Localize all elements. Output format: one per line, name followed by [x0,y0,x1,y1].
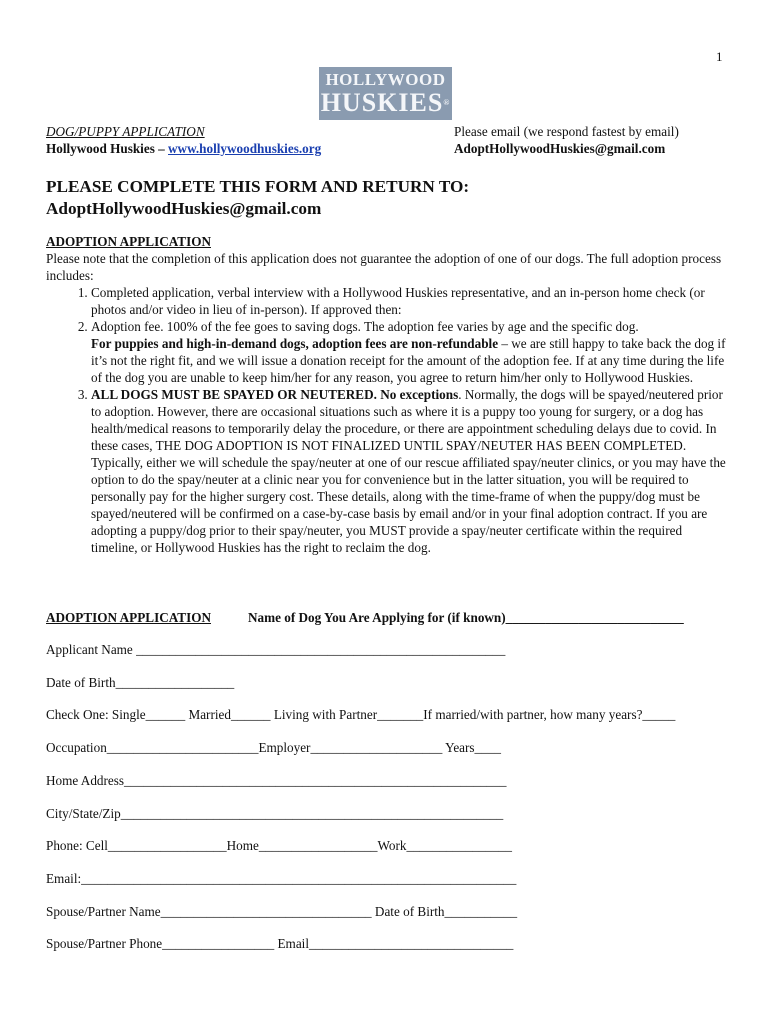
contact-email: AdoptHollywoodHuskies@gmail.com [454,141,666,156]
form-heading: ADOPTION APPLICATION [46,610,211,625]
phone-field[interactable]: Phone: Cell__________________Home__________________Work________________ [46,838,512,853]
org-website-link[interactable]: www.hollywoodhuskies.org [168,141,322,156]
dog-name-field[interactable]: Name of Dog You Are Applying for (if known)___________________________ [248,610,684,625]
home-address-field[interactable]: Home Address__________________________________________________________ [46,773,507,788]
page-number: 1 [716,49,723,64]
form-heading-row [46,609,726,626]
step-spay-neuter: 3. ALL DOGS MUST BE SPAYED OR NEUTERED. No exceptions. Normally, the dogs will be spayed/neutered prior to adoption. However, there are occasional situations such as where it is a puppy too young for surgery, or a dog has health/medical reasons to temporarily delay the procedure, or there are appointment scheduling delays due to covid. In these cases, THE DOG ADOPTION IS NOT FINALIZED UNTIL SPAY/NEUTER HAS BEEN COMPLETED. Typically, either we will schedule the spay/neuter at one of our rescue affiliated spay/neuter clinics, or you may have the option to do the spay/neuter at a clinic near you for convenience but in the latter situation, you will be required to personally pay for the higher surgery cost. These details, along with the time-frame of when the puppy/dog must be spayed/neutered will be confirmed on a case-by-case basis by email and/or in your final adoption contract. If you are adopting a puppy/dog prior to their spay/neuter, you MUST provide a spay/neuter certificate within the required timeline, or Hollywood Huskies has the right to reclaim the dog. [91,386,726,556]
email-field[interactable]: Email:__________________________________________________________________ [46,871,517,886]
applicant-name-field[interactable]: Applicant Name ________________________________________________________ [46,642,506,657]
org-line: Hollywood Huskies – www.hollywoodhuskies.org [46,141,322,156]
occupation-field[interactable]: Occupation_______________________Employer____________________ Years____ [46,740,501,755]
hollywood-huskies-logo: HOLLYWOOD HUSKIES® [319,67,452,120]
adoption-heading: ADOPTION APPLICATION [46,234,211,249]
spouse-name-field[interactable]: Spouse/Partner Name________________________________ Date of Birth___________ [46,904,518,919]
header-left [46,123,321,157]
spouse-phone-field[interactable]: Spouse/Partner Phone_________________ Email_______________________________ [46,936,514,951]
header-right [454,123,679,157]
step-application: 1. Completed application, verbal interview with a Hollywood Huskies representative, and an in-person home check (or photos and/or video in lieu of in-person). If approved then: [91,284,726,318]
email-note: Please email (we respond fastest by email) [454,124,679,139]
step-fee: 2. Adoption fee. 100% of the fee goes to saving dogs. The adoption fee varies by age and the specific dog. For puppies and high-in-demand dogs, adoption fees are non-refundable – we are still happy to take back the dog if it’s not the right fit, and we will issue a donation receipt for the amount of the adoption fee. If at any time during the life of the dog you are unable to keep him/her for any reason, you agree to return him/her only to Hollywood Huskies. [91,318,726,386]
marital-status-field[interactable]: Check One: Single______ Married______ Living with Partner_______If married/with partner, how many years?_____ [46,707,676,722]
city-state-zip-field[interactable]: City/State/Zip__________________________________________________________ [46,806,504,821]
adoption-steps [46,284,726,556]
adoption-intro: Please note that the completion of this application does not guarantee the adoption of one of our dogs. The full adoption process includes: [46,251,722,283]
adoption-terms [46,233,726,556]
page-headline: PLEASE COMPLETE THIS FORM AND RETURN TO: AdoptHollywoodHuskies@gmail.com [46,177,470,218]
form-title: DOG/PUPPY APPLICATION [46,124,205,139]
date-of-birth-field[interactable]: Date of Birth__________________ [46,675,235,690]
